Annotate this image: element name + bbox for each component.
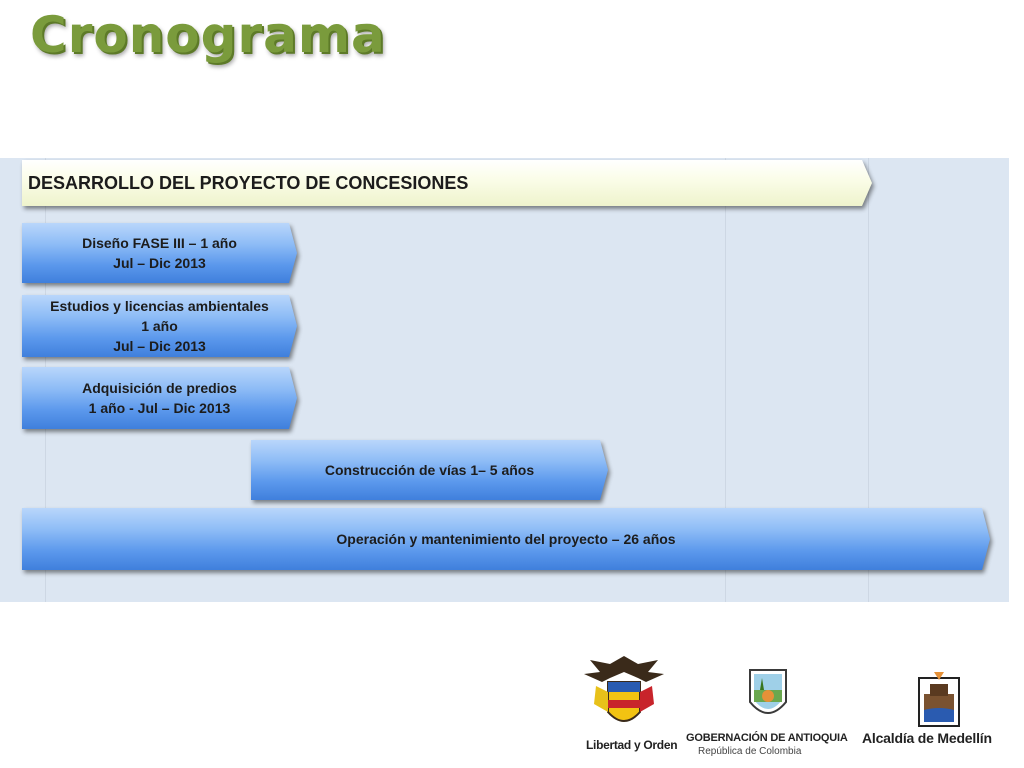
- task-label: 1 año - Jul – Dic 2013: [88, 400, 231, 416]
- task-label: 1 año: [141, 318, 178, 334]
- antioquia-shield-icon: [746, 668, 790, 724]
- task-arrow-environmental: [22, 295, 297, 357]
- footer-logos: [576, 650, 1024, 768]
- task-arrow-operation: [22, 508, 990, 570]
- task-arrow-construction: [251, 440, 608, 500]
- antioquia-name: GOBERNACIÓN DE ANTIOQUIA: [686, 732, 848, 744]
- task-arrow-land-acquisition: [22, 367, 297, 429]
- task-label: Adquisición de predios: [82, 380, 237, 396]
- colombia-caption: Libertad y Orden: [586, 738, 678, 752]
- medellin-name: Alcaldía de Medellín: [862, 730, 992, 746]
- antioquia-subtitle: República de Colombia: [698, 746, 802, 757]
- task-label: Jul – Dic 2013: [113, 338, 206, 354]
- project-header-label: DESARROLLO DEL PROYECTO DE CONCESIONES: [28, 173, 469, 193]
- slide-title: Cronograma: [30, 6, 386, 64]
- task-label: Diseño FASE III – 1 año: [82, 235, 237, 251]
- project-header-bar: [22, 160, 872, 206]
- task-label: Operación y mantenimiento del proyecto – 26 años: [336, 531, 676, 547]
- medellin-shield-icon: [916, 670, 962, 728]
- task-label: Construcción de vías 1– 5 años: [324, 462, 535, 478]
- task-arrow-design: [22, 223, 297, 283]
- task-label: Jul – Dic 2013: [113, 255, 206, 271]
- task-label: Estudios y licencias ambientales: [50, 298, 269, 314]
- colombia-coat-of-arms-icon: [580, 652, 668, 734]
